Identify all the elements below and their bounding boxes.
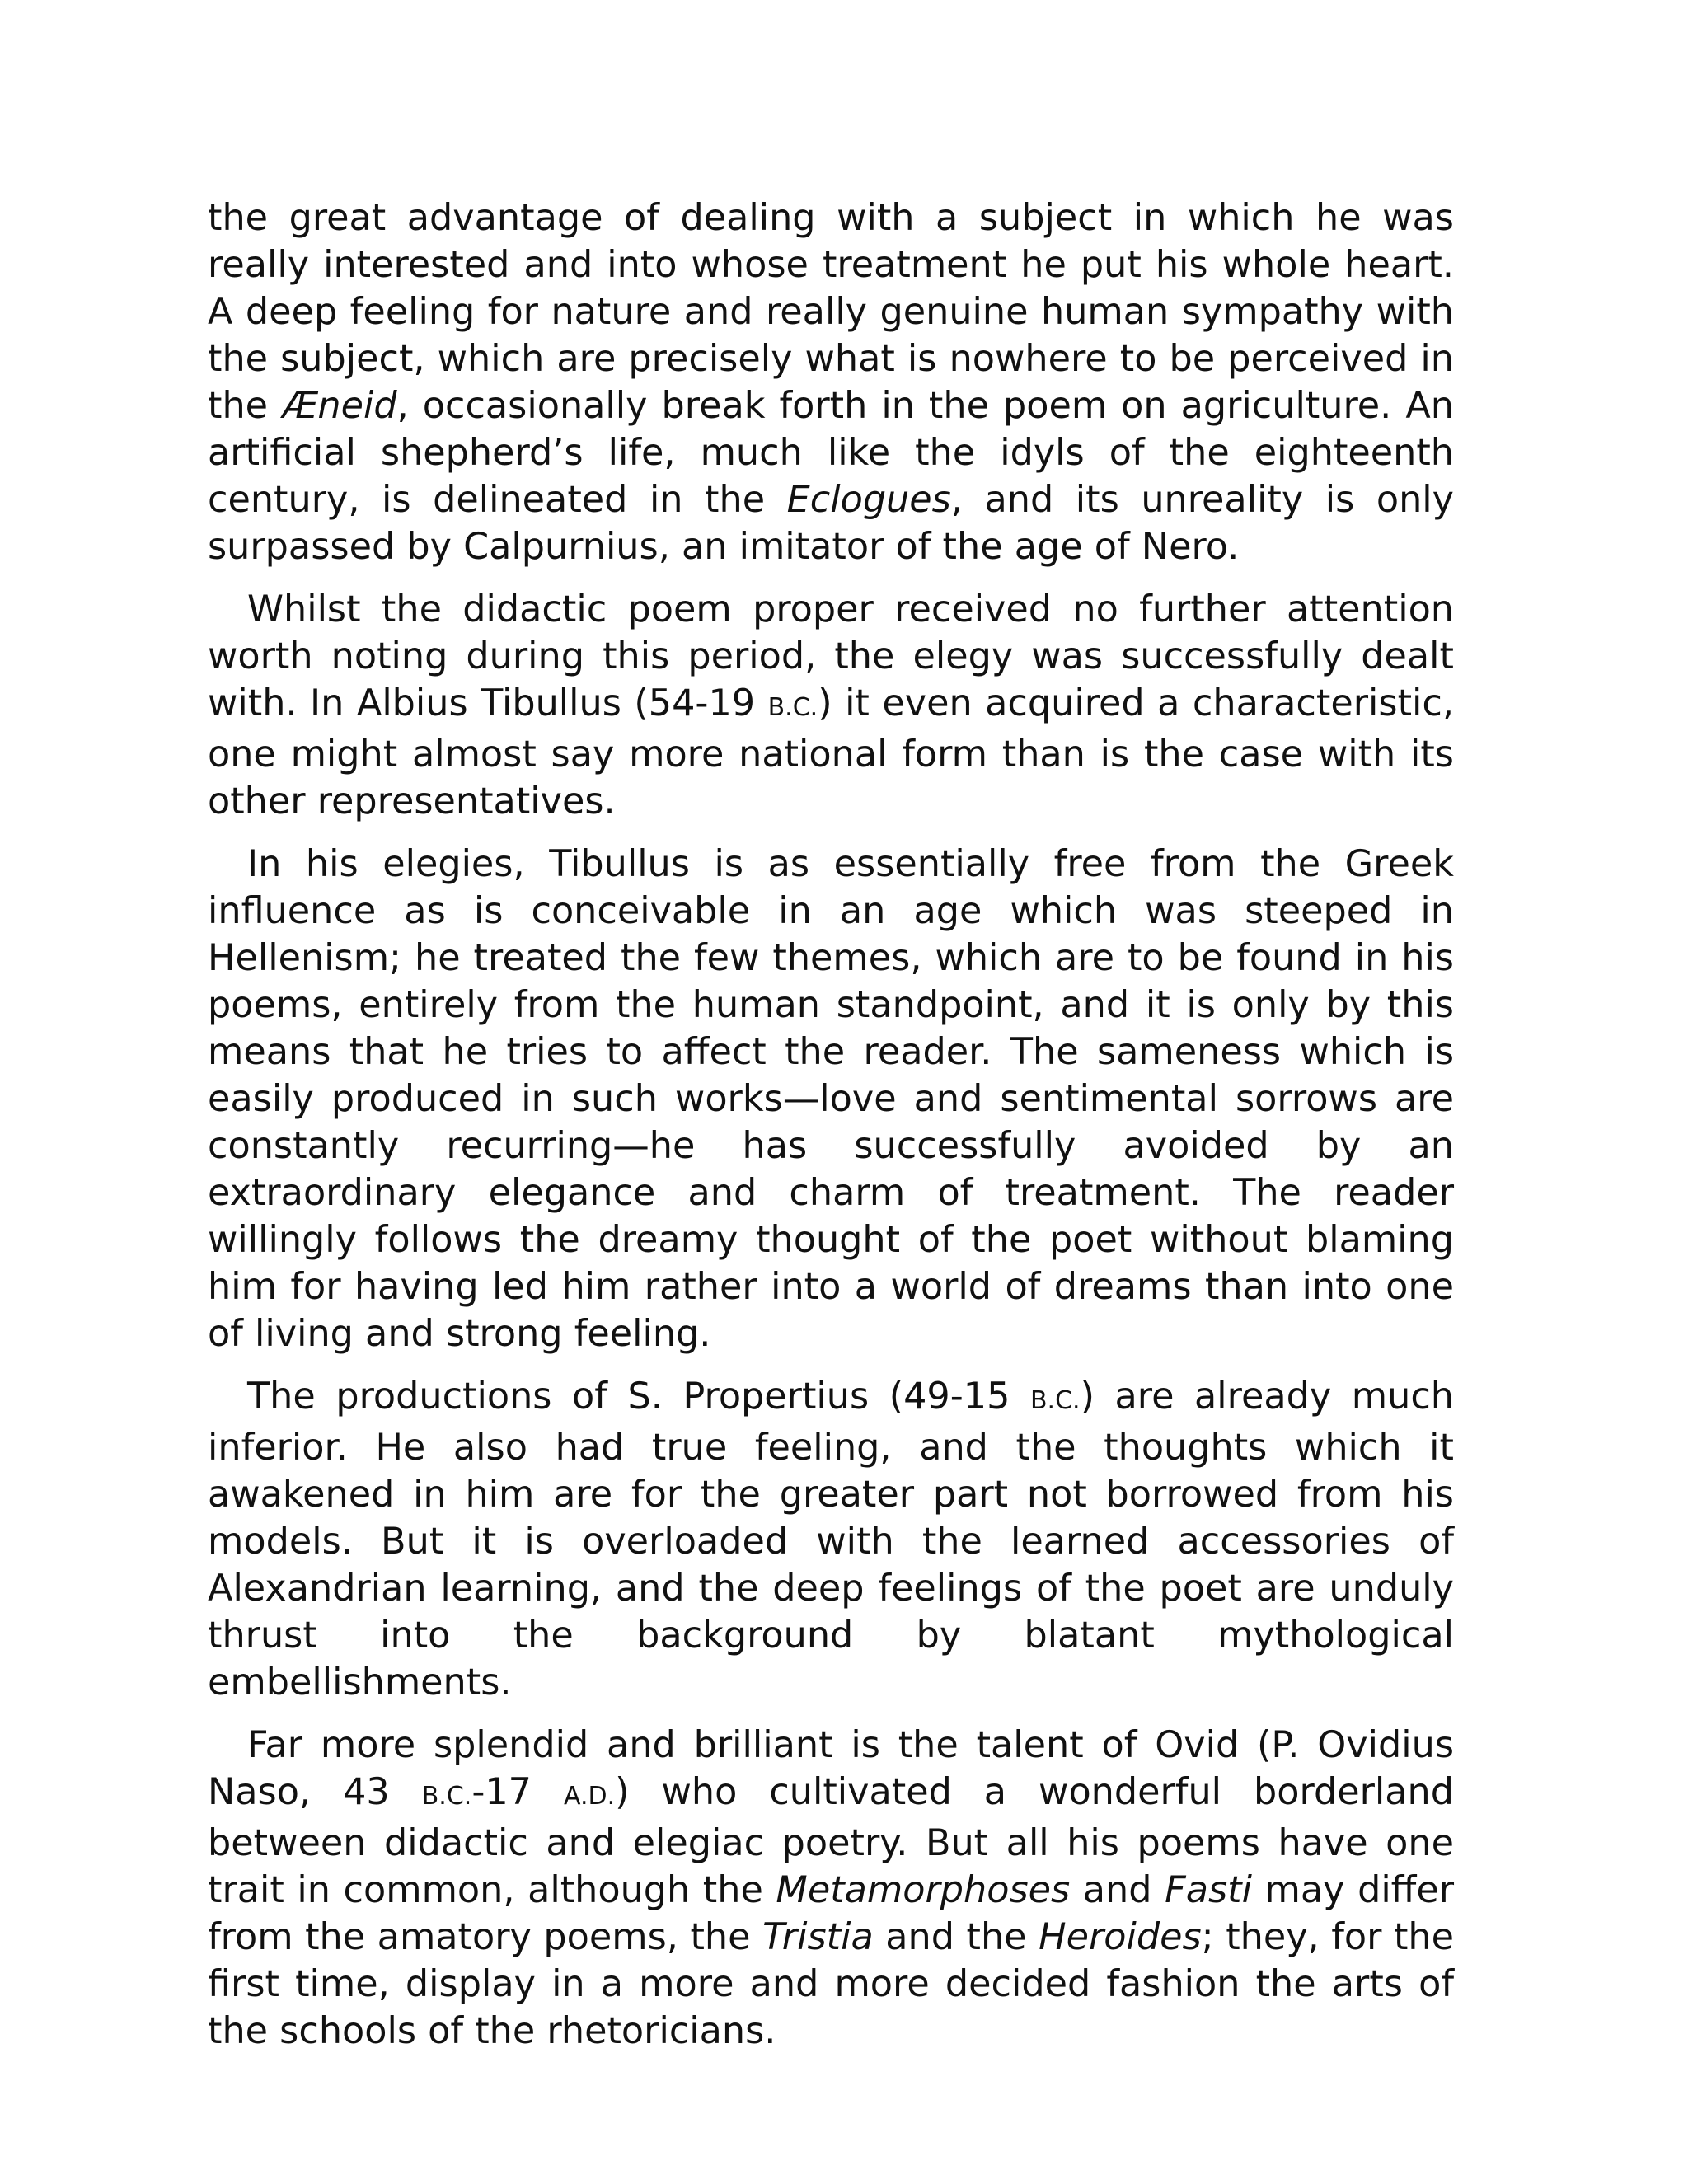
- text-run: The productions of S. Propertius (49-15: [247, 1376, 1030, 1418]
- era-abbrev: B.C.: [767, 693, 818, 722]
- paragraph-elegy: [208, 586, 1454, 825]
- italic-title: Tristia: [762, 1916, 874, 1958]
- era-abbrev: B.C.: [1029, 1386, 1081, 1415]
- italic-title: Æneid: [282, 385, 397, 427]
- text-run: , occasionally break forth in the poem on agriculture. An artificial shepherd’s life, much like the idyls of the eighteenth century, is delineated in the: [208, 385, 1454, 521]
- text-run: the great advantage of dealing with a subject in which he was really interested and into whose treatment he put his whole heart. A deep feeling for nature and really genuine human sympathy with the subject, which are precisely what is nowhere to be perceived in the: [208, 197, 1454, 427]
- text-run: ) who cultivated a wonderful borderland between didactic and elegiac poetry. But all his poems have one trait in common, although the: [208, 1771, 1454, 1911]
- paragraph-propertius: [208, 1373, 1454, 1706]
- text-run: , and its unreality is only surpassed by Calpurnius, an imitator of the age of Nero.: [208, 479, 1454, 568]
- italic-title: Metamorphoses: [776, 1869, 1071, 1911]
- text-run: -17: [471, 1771, 564, 1813]
- era-abbrev: B.C.: [421, 1782, 472, 1811]
- text-run: ; they, for the first time, display in a more and more decided fashion the arts of the schools of the rhetoricians.: [208, 1916, 1455, 2052]
- text-run: ) it even acquired a characteristic, one might almost say more national form than is the case with its other representatives.: [208, 682, 1454, 823]
- text-run: Far more splendid and brilliant is the talent of Ovid (P. Ovidius Naso, 43: [208, 1724, 1454, 1813]
- page-text: [208, 194, 1454, 2070]
- text-run: and: [1070, 1869, 1165, 1911]
- text-run: In his elegies, Tibullus is as essentially free from the Greek influence as is conceivable in an age which was steeped in Hellenism; he treated the few themes, which are to be found in his poems, entirely from the human standpoint, and it is only by this means that he tries to affect the reader. The sameness which is easily produced in such works—love and sentimental sorrows are constantly recurring—he has successfully avoided by an extraordinary elegance and charm of treatment. The reader willingly follows the dreamy thought of the poet without blaming him for having led him rather into a world of dreams than into one of living and strong feeling.: [208, 843, 1454, 1355]
- italic-title: Eclogues: [786, 479, 951, 521]
- text-run: ) are already much inferior. He also had true feeling, and the thoughts which it awakened in him are for the greater part not borrowed from his models. But it is overloaded with the learned accessories of Alexandrian learning, and the deep feelings of the poet are unduly thrust into the background by blatant mythological embellishments.: [208, 1376, 1455, 1704]
- paragraph-tibullus: [208, 841, 1454, 1357]
- paragraph-ovid: [208, 1722, 1454, 2055]
- text-run: Whilst the didactic poem proper received no further attention worth noting during this period, the elegy was successfully dealt with. In Albius Tibullus (54-19: [208, 588, 1454, 724]
- text-run: may differ from the amatory poems, the: [208, 1869, 1455, 1958]
- text-run: and the: [873, 1916, 1039, 1958]
- era-abbrev: A.D.: [563, 1782, 616, 1811]
- italic-title: Fasti: [1165, 1869, 1252, 1911]
- paragraph-virgil: [208, 194, 1454, 570]
- italic-title: Heroides: [1039, 1916, 1202, 1958]
